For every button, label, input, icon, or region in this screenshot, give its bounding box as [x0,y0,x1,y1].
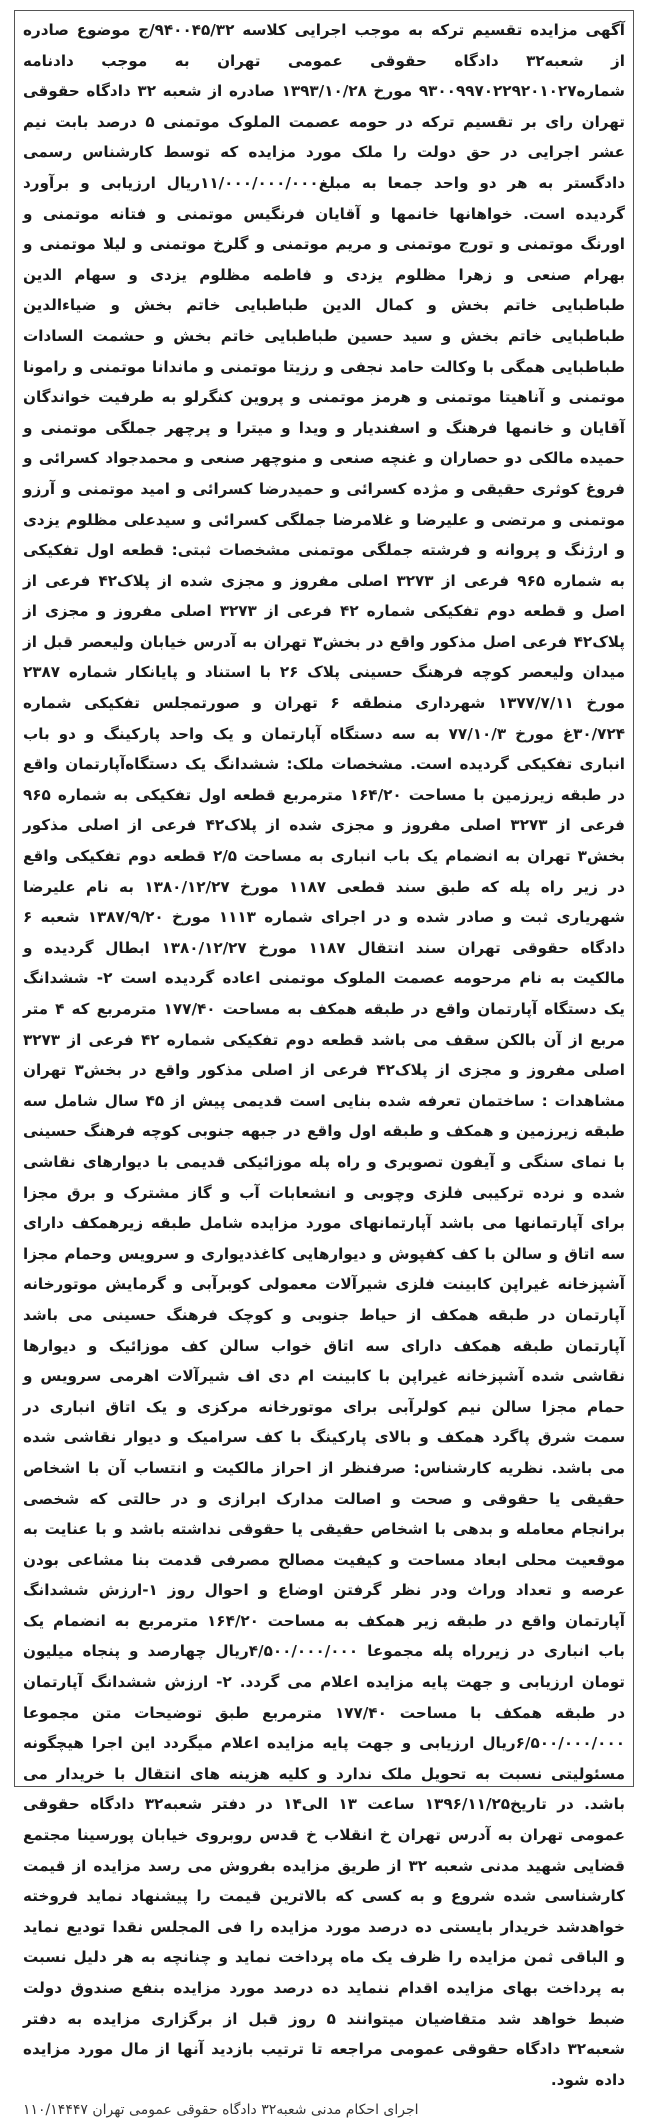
notice-footer-signature: اجرای احکام مدنی شعبه۳۲ دادگاه حقوقی عمومی تهران ۱۱۰/۱۴۴۴۷ [23,2102,419,2119]
auction-notice [14,10,634,2119]
notice-body: آگهی مزایده تقسیم ترکه به موجب اجرایی کلاسه ۹۴۰۰۴۵/۳۲/ج موضوع صادره از شعبه۳۲ دادگاه حقوقی عمومی تهران به موجب دادنامه شماره۹۳۰۰۹۹۷۰۲۲۹۲۰۱۰۲۷ مورخ ۱۳۹۳/۱۰/۲۸ صادره از شعبه ۳۲ دادگاه حقوقی تهران رای بر تقسیم ترکه در حومه عصمت الملوک موتمنی ۵ درصد بابت نیم عشر اجرایی در حق دولت را ملک مورد مزایده که توسط کارشناس رسمی دادگستر به هر دو واحد جمعا به مبلغ۱۱/۰۰۰/۰۰۰/۰۰۰ریال ارزیابی و برآورد گردیده است. خواهانها خانمها و آقایان فرنگیس موتمنی و فتانه موتمنی و اورنگ موتمنی و تورج موتمنی و مریم موتمنی و گلرخ موتمنی و لیلا موتمنی و بهرام صنعی و زهرا مظلوم یزدی و فاطمه مظلوم یزدی و سهام الدین طباطبایی خاتم بخش و کمال الدین طباطبایی خاتم بخش و ضیاءالدین طباطبایی خاتم بخش و سید حسین طباطبایی خاتم بخش و حشمت السادات طباطبایی همگی با وکالت حامد نجفی و رزیتا موتمنی و ماندانا موتمنی و رامونا موتمنی و آناهیتا موتمنی و هرمز موتمنی و پروین کنگرلو به طرفیت خواندگان آقایان و خانمها فرهنگ و اسفندیار و ویدا و میترا و پرچهر جملگی موتمنی و حمیده مالکی دو حصاران و غنچه صنعی و منوچهر صنعی و محمدجواد کسرائی و فروغ کوثری حقیقی و مژده کسرائی و حمیدرضا کسرائی و امید موتمنی و آرزو موتمنی و مرتضی و علیرضا و غلامرضا جملگی کسرائی و سیدعلی مظلوم یزدی و ارژنگ و پروانه و فرشته جملگی موتمنی مشخصات ثبتی: قطعه اول تفکیکی به شماره ۹۶۵ فرعی از ۳۲۷۳ اصلی مفروز و مجزی شده از پلاک۴۲ فرعی از اصل و قطعه دوم تفکیکی شماره ۴۲ فرعی از ۳۲۷۳ اصلی مفروز و مجزی از پلاک۴۲ فرعی اصل مذکور واقع در بخش۳ تهران به آدرس خیابان ولیعصر قبل از میدان ولیعصر کوچه فرهنگ حسینی پلاک ۲۶ با استناد و پایانکار شماره ۲۳۸۷ مورخ ۱۳۷۷/۷/۱۱ شهرداری منطقه ۶ تهران و صورتمجلس تفکیکی شماره ۳۰/۷۲۴غ مورخ ۷۷/۱۰/۳ به سه دستگاه آپارتمان و یک واحد پارکینگ و دو باب انباری تفکیکی گردیده است. مشخصات ملک: ششدانگ یک دستگاه‌آپارتمان واقع در طبقه زیرزمین با مساحت ۱۶۴/۲۰ مترمربع قطعه اول تفکیکی به شماره ۹۶۵ فرعی از ۳۲۷۳ اصلی مفروز و مجزی شده از پلاک۴۲ فرعی از اصلی مذکور بخش۳ تهران به انضمام یک باب انباری به مساحت ۲/۵ قطعه دوم تفکیکی واقع در زیر راه پله که طبق سند قطعی ۱۱۸۷ مورخ ۱۳۸۰/۱۲/۲۷ به نام علیرضا شهریاری ثبت و صادر شده و در اجرای شماره ۱۱۱۳ مورخ ۱۳۸۷/۹/۲۰ شعبه ۶ دادگاه حقوقی تهران سند انتقال ۱۱۸۷ مورخ ۱۳۸۰/۱۲/۲۷ ابطال گردیده و مالکیت به نام مرحومه عصمت الملوک موتمنی اعاده گردیده است ۲- ششدانگ یک دستگاه آپارتمان واقع در طبقه همکف به مساحت ۱۷۷/۴۰ مترمربع که ۴ متر مربع از آن بالکن سقف می باشد قطعه دوم تفکیکی شماره ۴۲ فرعی از ۳۲۷۳ اصلی مفروز و مجزی از پلاک۴۲ فرعی از اصلی مذکور واقع در بخش۳ تهران مشاهدات : ساختمان تعرفه شده بنایی است قدیمی پیش از ۴۵ سال شامل سه طبقه زیرزمین و همکف و طبقه اول واقع در جبهه جنوبی کوچه فرهنگ حسینی با نمای سنگی و آیفون تصویری و راه پله موزائیکی قدیمی با دیوارهای نقاشی شده و نرده ترکیبی فلزی وچوبی و انشعابات آب و گاز مشترک و برق مجزا برای آپارتمانها می باشد آپارتمانهای مورد مزایده شامل طبقه زیرهمکف دارای سه اتاق و سالن با کف کفپوش و دیوارهایی کاغذدیواری و سرویس وحمام مجزا آشپزخانه غیراپن کابینت فلزی شیرآلات معمولی کوبرآبی و گرمایش موتورخانه آپارتمان در طبقه همکف از حیاط جنوبی و کوچک فرهنگ حسینی می باشد آپارتمان طبقه همکف دارای سه اتاق خواب سالن کف موزائیک و دیوارها نقاشی شده آشپزخانه غیراپن با کابینت ام دی اف شیرآلات اهرمی سرویس و حمام مجزا سالن نیم کولرآبی برای موتورخانه مرکزی و یک اتاق انباری در سمت شرق پاگرد همکف و بالای پارکینگ با کف سرامیک و دیوار نقاشی شده می باشد. نظریه کارشناس: صرفنظر از احراز مالکیت و انتساب آن با اشخاص حقیقی یا حقوقی و صحت و اصالت مدارک ابرازی و در حالتی که شخصی برانجام معامله و بدهی با اشخاص حقیقی یا حقوقی نداشته باشد و با عنایت به موقعیت محلی ابعاد مساحت و کیفیت مصالح مصرفی قدمت بنا مشاعی بودن عرصه و تعداد وراث ودر نظر گرفتن اوضاع و احوال روز ۱-ارزش ششدانگ آپارتمان واقع در طبقه زیر همکف به مساحت ۱۶۴/۲۰ مترمربع به انضمام یک باب انباری در زیرراه پله مجموعا ۴/۵۰۰/۰۰۰/۰۰۰ریال چهارصد و پنجاه میلیون تومان ارزیابی و جهت پایه مزایده اعلام می گردد. ۲- ارزش ششدانگ آپارتمان در طبقه همکف با مساحت ۱۷۷/۴۰ مترمربع طبق توضیحات متن مجموعا ۶/۵۰۰/۰۰۰/۰۰۰ریال ارزیابی و جهت پایه مزایده اعلام میگردد این اجرا هیچگونه مسئولیتی نسبت به تحویل ملک ندارد و کلیه هزینه های انتقال با خریدار می باشد. در تاریخ۱۳۹۶/۱۱/۲۵ ساعت ۱۳ الی۱۴ در دفتر شعبه۳۲ دادگاه حقوقی عمومی تهران به آدرس تهران خ انقلاب خ قدس روبروی خیابان پورسینا مجتمع قضایی شهید مدنی شعبه ۳۲ از طریق مزایده بفروش می رسد مزایده از قیمت کارشناسی شده شروع و به کسی که بالاترین قیمت را پیشنهاد نماید فروخته خواهدشد خریدار بایستی ده درصد مورد مزایده را فی المجلس نقدا تودیع نماید و الباقی ثمن مزایده را ظرف یک ماه پرداخت نماید و چنانچه به هر دلیل نسبت به پرداخت بهای مزایده اقدام ننماید ده درصد مورد مزایده بنفع صندوق دولت ضبط خواهد شد متقاضیان میتوانند ۵ روز قبل از برگزاری مزایده به دفتر شعبه۳۲ دادگاه حقوقی عمومی مراجعه تا ترتیب بازدید آنها از مال مورد مزایده داده شود. [23,21,626,2089]
